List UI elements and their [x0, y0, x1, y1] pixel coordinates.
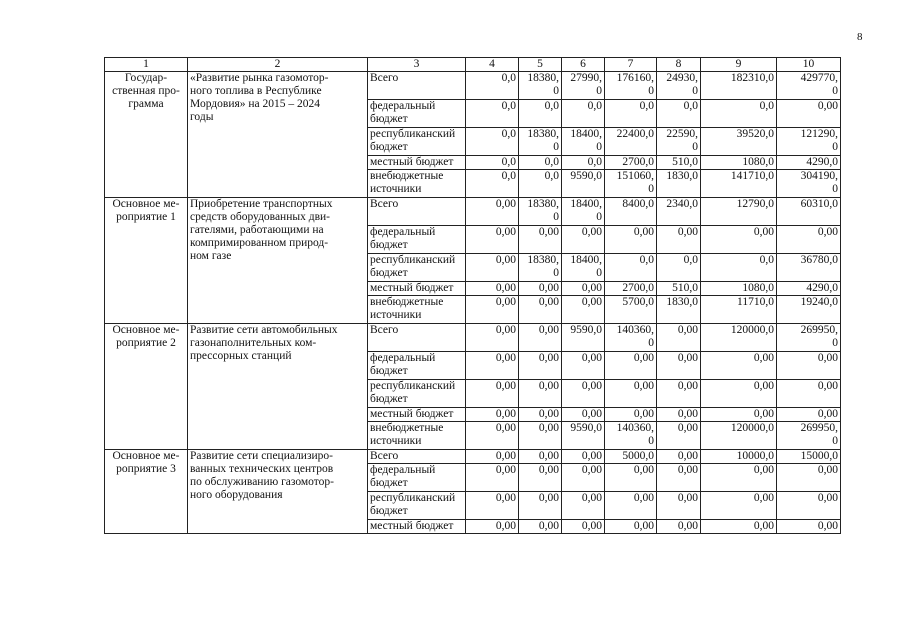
- program-title-cell: Развитие сети автомобильных газонаполнительных ком- прессорных станций: [188, 324, 368, 450]
- amount-cell: 510,0: [657, 156, 701, 170]
- amount-cell: 0,0: [701, 254, 777, 282]
- funding-source-cell: внебюджетные источники: [368, 170, 466, 198]
- amount-cell: 2340,0: [657, 198, 701, 226]
- funding-source-cell: Всего: [368, 198, 466, 226]
- amount-cell: 0,00: [519, 464, 562, 492]
- amount-cell: 1080,0: [701, 282, 777, 296]
- amount-cell: 0,00: [657, 422, 701, 450]
- amount-cell: 39520,0: [701, 128, 777, 156]
- amount-cell: 18380, 0: [519, 72, 562, 100]
- amount-cell: 0,00: [777, 100, 841, 128]
- amount-cell: 0,00: [519, 450, 562, 464]
- amount-cell: 0,00: [657, 324, 701, 352]
- funding-source-cell: республиканский бюджет: [368, 128, 466, 156]
- amount-cell: 0,00: [466, 408, 519, 422]
- amount-cell: 0,0: [466, 170, 519, 198]
- amount-cell: 0,00: [562, 520, 605, 534]
- amount-cell: 0,0: [605, 100, 657, 128]
- amount-cell: 0,00: [605, 492, 657, 520]
- column-header: 4: [466, 58, 519, 72]
- amount-cell: 0,00: [777, 352, 841, 380]
- amount-cell: 0,00: [562, 296, 605, 324]
- amount-cell: 18400, 0: [562, 198, 605, 226]
- amount-cell: 0,00: [466, 296, 519, 324]
- amount-cell: 0,00: [657, 380, 701, 408]
- amount-cell: 269950, 0: [777, 422, 841, 450]
- amount-cell: 0,0: [519, 100, 562, 128]
- table-row: [105, 324, 841, 352]
- amount-cell: 0,00: [519, 296, 562, 324]
- amount-cell: 510,0: [657, 282, 701, 296]
- amount-cell: 8400,0: [605, 198, 657, 226]
- column-header: 7: [605, 58, 657, 72]
- funding-source-cell: Всего: [368, 324, 466, 352]
- amount-cell: 0,00: [519, 324, 562, 352]
- amount-cell: 0,00: [519, 422, 562, 450]
- amount-cell: 0,0: [657, 100, 701, 128]
- amount-cell: 0,00: [562, 408, 605, 422]
- amount-cell: 19240,0: [777, 296, 841, 324]
- amount-cell: 0,00: [657, 520, 701, 534]
- amount-cell: 0,00: [466, 324, 519, 352]
- amount-cell: 0,00: [466, 198, 519, 226]
- amount-cell: 182310,0: [701, 72, 777, 100]
- amount-cell: 0,00: [466, 380, 519, 408]
- amount-cell: 0,00: [562, 282, 605, 296]
- amount-cell: 2700,0: [605, 156, 657, 170]
- amount-cell: 120000,0: [701, 324, 777, 352]
- amount-cell: 11710,0: [701, 296, 777, 324]
- amount-cell: 0,00: [466, 492, 519, 520]
- amount-cell: 0,00: [466, 226, 519, 254]
- amount-cell: 0,00: [562, 492, 605, 520]
- amount-cell: 0,00: [657, 352, 701, 380]
- table-row: [105, 450, 841, 464]
- column-number-row: [105, 58, 841, 72]
- amount-cell: 12790,0: [701, 198, 777, 226]
- amount-cell: 0,00: [519, 408, 562, 422]
- amount-cell: 0,00: [657, 450, 701, 464]
- program-type-cell: Основное ме- роприятие 1: [105, 198, 188, 324]
- amount-cell: 0,00: [466, 254, 519, 282]
- amount-cell: 121290, 0: [777, 128, 841, 156]
- amount-cell: 0,0: [466, 100, 519, 128]
- amount-cell: 0,00: [605, 520, 657, 534]
- amount-cell: 0,00: [701, 464, 777, 492]
- amount-cell: 0,00: [701, 380, 777, 408]
- amount-cell: 0,00: [777, 492, 841, 520]
- amount-cell: 0,00: [777, 520, 841, 534]
- amount-cell: 2700,0: [605, 282, 657, 296]
- amount-cell: 9590,0: [562, 324, 605, 352]
- amount-cell: 22400,0: [605, 128, 657, 156]
- program-title-cell: Развитие сети специализиро- ванных технических центров по обслуживанию газомотор- ного оборудования: [188, 450, 368, 534]
- amount-cell: 0,00: [466, 464, 519, 492]
- amount-cell: 0,0: [701, 100, 777, 128]
- amount-cell: 0,00: [777, 226, 841, 254]
- funding-source-cell: федеральный бюджет: [368, 464, 466, 492]
- table-row: [105, 198, 841, 226]
- amount-cell: 0,0: [657, 254, 701, 282]
- funding-source-cell: федеральный бюджет: [368, 100, 466, 128]
- amount-cell: 0,00: [657, 226, 701, 254]
- amount-cell: 0,00: [466, 282, 519, 296]
- amount-cell: 4290,0: [777, 156, 841, 170]
- funding-source-cell: местный бюджет: [368, 520, 466, 534]
- amount-cell: 0,00: [562, 352, 605, 380]
- amount-cell: 0,00: [562, 450, 605, 464]
- table-body: [105, 72, 841, 534]
- amount-cell: 269950, 0: [777, 324, 841, 352]
- page-number: 8: [857, 31, 863, 43]
- amount-cell: 24930, 0: [657, 72, 701, 100]
- amount-cell: 0,00: [466, 422, 519, 450]
- amount-cell: 0,0: [466, 72, 519, 100]
- amount-cell: 10000,0: [701, 450, 777, 464]
- amount-cell: 0,00: [605, 408, 657, 422]
- amount-cell: 9590,0: [562, 422, 605, 450]
- amount-cell: 0,0: [605, 254, 657, 282]
- funding-source-cell: внебюджетные источники: [368, 296, 466, 324]
- amount-cell: 141710,0: [701, 170, 777, 198]
- amount-cell: 0,0: [562, 156, 605, 170]
- amount-cell: 304190, 0: [777, 170, 841, 198]
- amount-cell: 60310,0: [777, 198, 841, 226]
- amount-cell: 18400, 0: [562, 254, 605, 282]
- amount-cell: 18400, 0: [562, 128, 605, 156]
- amount-cell: 120000,0: [701, 422, 777, 450]
- amount-cell: 18380, 0: [519, 128, 562, 156]
- column-header: 1: [105, 58, 188, 72]
- amount-cell: 0,00: [701, 492, 777, 520]
- amount-cell: 429770, 0: [777, 72, 841, 100]
- amount-cell: 0,00: [466, 352, 519, 380]
- amount-cell: 0,00: [519, 282, 562, 296]
- funding-source-cell: республиканский бюджет: [368, 254, 466, 282]
- amount-cell: 0,00: [605, 380, 657, 408]
- amount-cell: 0,00: [701, 226, 777, 254]
- amount-cell: 0,00: [519, 492, 562, 520]
- funding-source-cell: Всего: [368, 72, 466, 100]
- amount-cell: 140360, 0: [605, 324, 657, 352]
- amount-cell: 18380, 0: [519, 254, 562, 282]
- amount-cell: 0,0: [466, 156, 519, 170]
- column-header: 3: [368, 58, 466, 72]
- amount-cell: 1830,0: [657, 296, 701, 324]
- column-header: 8: [657, 58, 701, 72]
- funding-source-cell: Всего: [368, 450, 466, 464]
- amount-cell: 0,00: [519, 380, 562, 408]
- amount-cell: 0,00: [562, 380, 605, 408]
- funding-source-cell: федеральный бюджет: [368, 226, 466, 254]
- program-type-cell: Основное ме- роприятие 3: [105, 450, 188, 534]
- amount-cell: 0,00: [605, 464, 657, 492]
- amount-cell: 0,00: [657, 464, 701, 492]
- amount-cell: 140360, 0: [605, 422, 657, 450]
- funding-source-cell: республиканский бюджет: [368, 492, 466, 520]
- program-title-cell: Приобретение транспортных средств оборудованных дви- гателями, работающими на компримированном природ- ном газе: [188, 198, 368, 324]
- amount-cell: 0,00: [701, 408, 777, 422]
- program-title-cell: «Развитие рынка газомотор- ного топлива в Республике Мордовия» на 2015 – 2024 годы: [188, 72, 368, 198]
- program-type-cell: Государ- ственная про- грамма: [105, 72, 188, 198]
- table-row: [105, 72, 841, 100]
- amount-cell: 1830,0: [657, 170, 701, 198]
- amount-cell: 0,00: [519, 352, 562, 380]
- amount-cell: 9590,0: [562, 170, 605, 198]
- amount-cell: 0,00: [777, 408, 841, 422]
- column-header: 9: [701, 58, 777, 72]
- amount-cell: 0,00: [657, 492, 701, 520]
- column-header: 2: [188, 58, 368, 72]
- amount-cell: 5000,0: [605, 450, 657, 464]
- amount-cell: 0,00: [466, 450, 519, 464]
- amount-cell: 0,0: [519, 170, 562, 198]
- amount-cell: 176160, 0: [605, 72, 657, 100]
- column-header: 6: [562, 58, 605, 72]
- amount-cell: 0,00: [562, 226, 605, 254]
- amount-cell: 27990, 0: [562, 72, 605, 100]
- amount-cell: 0,00: [519, 520, 562, 534]
- amount-cell: 0,0: [562, 100, 605, 128]
- budget-table: [104, 57, 841, 534]
- column-header: 10: [777, 58, 841, 72]
- amount-cell: 36780,0: [777, 254, 841, 282]
- amount-cell: 0,0: [519, 156, 562, 170]
- funding-source-cell: внебюджетные источники: [368, 422, 466, 450]
- funding-source-cell: федеральный бюджет: [368, 352, 466, 380]
- amount-cell: 22590, 0: [657, 128, 701, 156]
- funding-source-cell: республиканский бюджет: [368, 380, 466, 408]
- funding-source-cell: местный бюджет: [368, 282, 466, 296]
- amount-cell: 0,00: [701, 352, 777, 380]
- funding-source-cell: местный бюджет: [368, 408, 466, 422]
- amount-cell: 0,00: [562, 464, 605, 492]
- amount-cell: 151060, 0: [605, 170, 657, 198]
- amount-cell: 0,00: [777, 464, 841, 492]
- amount-cell: 0,00: [605, 226, 657, 254]
- funding-source-cell: местный бюджет: [368, 156, 466, 170]
- amount-cell: 4290,0: [777, 282, 841, 296]
- amount-cell: 15000,0: [777, 450, 841, 464]
- amount-cell: 0,00: [519, 226, 562, 254]
- amount-cell: 5700,0: [605, 296, 657, 324]
- amount-cell: 0,00: [466, 520, 519, 534]
- amount-cell: 0,00: [777, 380, 841, 408]
- program-type-cell: Основное ме- роприятие 2: [105, 324, 188, 450]
- amount-cell: 0,00: [605, 352, 657, 380]
- amount-cell: 18380, 0: [519, 198, 562, 226]
- amount-cell: 0,00: [657, 408, 701, 422]
- column-header: 5: [519, 58, 562, 72]
- amount-cell: 1080,0: [701, 156, 777, 170]
- amount-cell: 0,00: [701, 520, 777, 534]
- amount-cell: 0,0: [466, 128, 519, 156]
